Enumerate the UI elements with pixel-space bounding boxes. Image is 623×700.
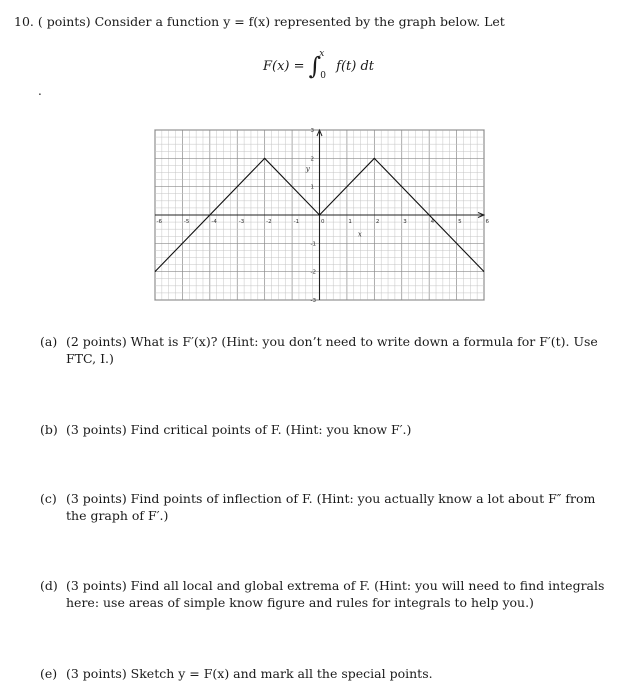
part-e-label: (e) <box>40 666 58 681</box>
part-b-label: (b) <box>40 422 58 437</box>
part-c-line2: the graph of F′.) <box>66 508 169 523</box>
integrand: f(t) dt <box>336 59 374 74</box>
x-tick-label: 2 <box>375 219 380 225</box>
lower-limit: 0 <box>320 71 326 81</box>
x-tick-label: -4 <box>211 219 217 225</box>
part-a-line2: FTC, I.) <box>66 351 114 366</box>
x-tick-label: 1 <box>348 219 352 225</box>
function-graph <box>152 127 487 303</box>
part-c <box>40 490 595 524</box>
part-a <box>40 333 598 367</box>
part-d-label: (d) <box>40 578 58 593</box>
y-tick-label: -3 <box>310 298 316 304</box>
problem-header: 10. ( points) Consider a function y = f(x) represented by the graph below. Let <box>14 14 505 29</box>
part-e-line1: (3 points) Sketch y = F(x) and mark all the special points. <box>66 666 433 681</box>
integral-definition <box>263 48 374 81</box>
upper-limit: x <box>319 49 325 59</box>
part-b-line1: (3 points) Find critical points of F. (Hint: you know F′.) <box>66 422 412 437</box>
x-tick-label: 3 <box>403 219 407 225</box>
part-e <box>40 665 433 682</box>
part-d <box>40 577 604 611</box>
y-tick-label: -2 <box>310 269 316 276</box>
x-axis-label: x <box>357 230 362 239</box>
x-tick-label: -2 <box>266 219 272 225</box>
y-tick-label: 2 <box>310 156 314 163</box>
part-a-label: (a) <box>40 334 58 349</box>
part-a-line1: (2 points) What is F′(x)? (Hint: you don’t need to write down a formula for F′(t). Use <box>66 334 598 349</box>
x-tick-label: -6 <box>156 219 162 225</box>
x-tick-label: -1 <box>293 219 300 225</box>
y-tick-label: -1 <box>310 241 316 248</box>
part-d-line1: (3 points) Find all local and global extrema of F. (Hint: you will need to find integrals <box>66 578 605 593</box>
x-tick-label: -5 <box>183 219 190 225</box>
x-tick-label: 0 <box>321 219 325 225</box>
x-tick-label: 6 <box>485 219 489 225</box>
x-tick-label: -3 <box>238 219 245 225</box>
x-tick-label: 4 <box>430 219 435 225</box>
y-axis-label: y <box>305 165 310 174</box>
part-c-label: (c) <box>40 491 57 506</box>
part-d-line2: here: use areas of simple know figure and rules for integrals to help you.) <box>66 595 534 610</box>
part-c-line1: (3 points) Find points of inflection of F. (Hint: you actually know a lot about F″ from <box>66 491 596 506</box>
integral-sign-icon: ∫ <box>308 52 322 80</box>
x-tick-label: 5 <box>458 219 462 225</box>
stray-mark: . <box>38 84 42 98</box>
tick-labels <box>157 128 490 304</box>
y-tick-label: 3 <box>310 128 314 134</box>
y-tick-label: 1 <box>310 184 314 191</box>
formula-lhs: F(x) = <box>263 59 305 74</box>
part-b <box>40 421 411 438</box>
